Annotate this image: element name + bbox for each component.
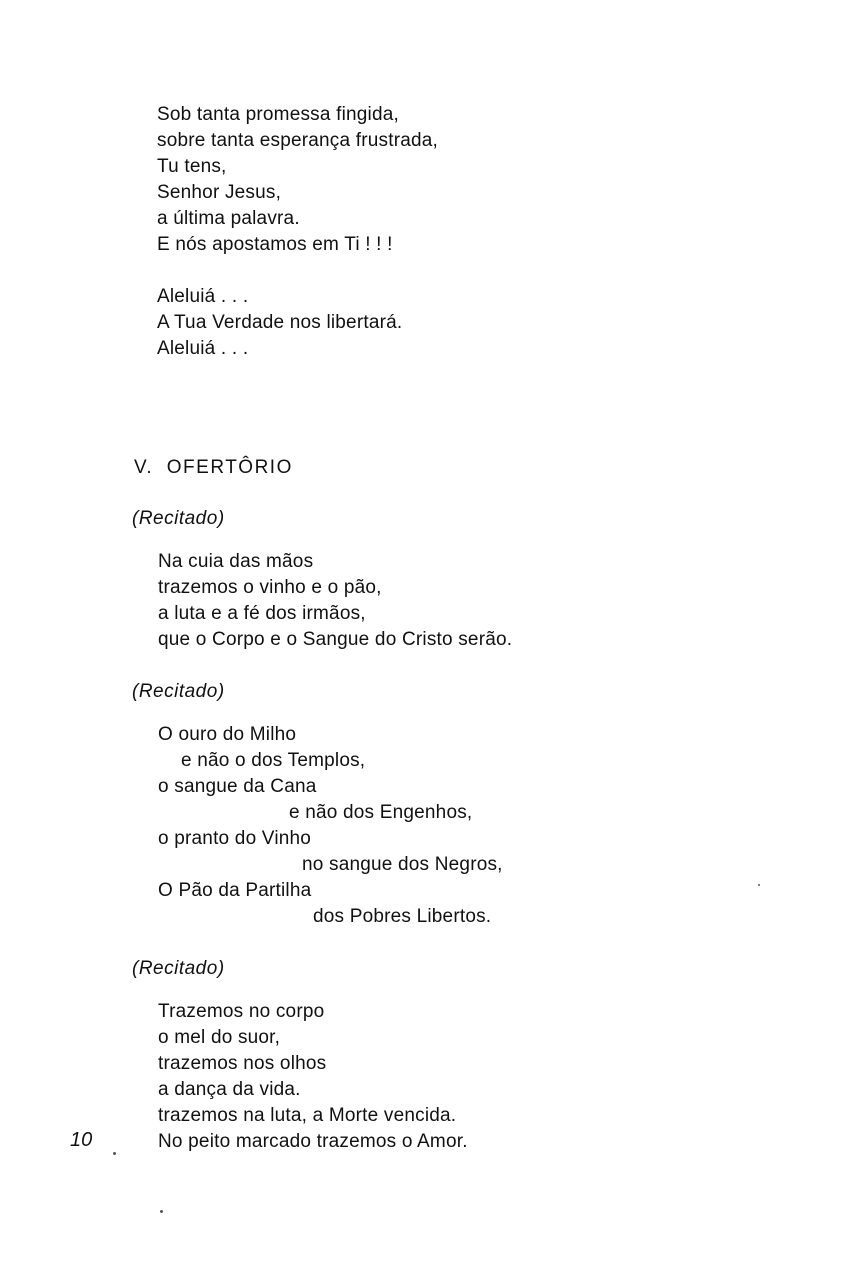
recitado-label: (Recitado) [132,508,225,529]
poem-line: a luta e a fé dos irmãos, [158,603,366,624]
page-number: 10 [70,1129,93,1151]
poem-line: o sangue da Cana [158,776,317,797]
scan-speck [113,1152,116,1155]
poem-line: O ouro do Milho [158,724,297,745]
poem-line: e não dos Engenhos, [289,802,473,823]
recitado-label: (Recitado) [132,681,225,702]
poem-line: dos Pobres Libertos. [313,906,492,927]
poem-line: trazemos na luta, a Morte vencida. [158,1105,457,1126]
recitado-label: (Recitado) [132,958,225,979]
poem-line: Na cuia das mãos [158,551,314,572]
poem-line: que o Corpo e o Sangue do Cristo serão. [158,629,513,650]
section-heading: V. OFERTÔRIO [134,457,293,478]
poem-line: Trazemos no corpo [158,1001,325,1022]
poem-line: a dança da vida. [158,1079,301,1100]
poem-line: A Tua Verdade nos libertará. [157,312,403,333]
poem-line: o pranto do Vinho [158,828,312,849]
poem-line: no sangue dos Negros, [302,854,503,875]
poem-line: Senhor Jesus, [157,182,282,203]
poem-line: Sob tanta promessa fingida, [157,104,399,125]
scan-speck [758,884,760,886]
poem-line: E nós apostamos em Ti ! ! ! [157,234,393,255]
poem-line: O Pão da Partilha [158,880,312,901]
poem-line: No peito marcado trazemos o Amor. [158,1131,468,1152]
poem-line: o mel do suor, [158,1027,281,1048]
poem-line: Aleluiá . . . [157,286,249,307]
poem-line: e não o dos Templos, [181,750,366,771]
poem-line: Aleluiá . . . [157,338,249,359]
poem-line: trazemos nos olhos [158,1053,327,1074]
scan-speck [160,1210,163,1213]
poem-line: Tu tens, [157,156,227,177]
poem-line: a última palavra. [157,208,300,229]
poem-line: trazemos o vinho e o pão, [158,577,382,598]
poem-line: sobre tanta esperança frustrada, [157,130,439,151]
